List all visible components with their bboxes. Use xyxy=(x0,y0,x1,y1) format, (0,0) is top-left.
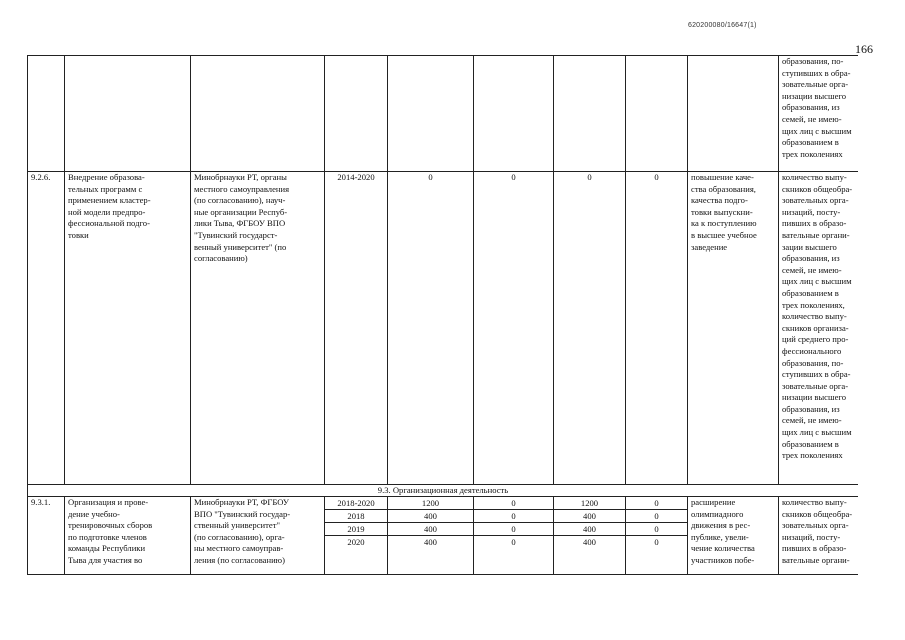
value-2-2019: 0 xyxy=(474,523,553,536)
program-table xyxy=(27,55,858,575)
cell-value-4: 0 xyxy=(626,172,688,485)
value-4-2019: 0 xyxy=(626,523,687,536)
section-title: 9.3. Организационная деятельность xyxy=(28,485,859,497)
period-2019: 2019 xyxy=(325,523,387,536)
cell-value-3 xyxy=(554,56,626,172)
cell-name xyxy=(65,56,191,172)
value-2-total: 0 xyxy=(474,497,553,510)
value-2-2020: 0 xyxy=(511,537,516,547)
cell-result: расширение олимпиадного движения в рес- публике, увели- чение количества участников побе- xyxy=(688,497,779,575)
value-4-2020: 0 xyxy=(654,537,659,547)
cell-value-3-stack xyxy=(554,497,626,575)
value-1-2018: 400 xyxy=(388,510,473,523)
cell-num: 9.3.1. xyxy=(28,497,65,575)
cell-value-2-stack xyxy=(474,497,554,575)
table-row-continuation xyxy=(28,56,859,172)
value-3-2019: 400 xyxy=(554,523,625,536)
document-id: 620200080/16647(1) xyxy=(688,22,757,29)
cell-value-4-stack xyxy=(626,497,688,575)
cell-value-2 xyxy=(474,56,554,172)
cell-period-stack xyxy=(325,497,388,575)
cell-value-2: 0 xyxy=(474,172,554,485)
value-1-2020: 400 xyxy=(424,537,437,547)
table-row-9-3-1 xyxy=(28,497,859,575)
value-3-2018: 400 xyxy=(554,510,625,523)
period-2018: 2018 xyxy=(325,510,387,523)
value-2-2018: 0 xyxy=(474,510,553,523)
cell-executors: Минобрнауки РТ, ФГБОУ ВПО "Тувинский государ- ственный университет" (по согласованию), орга- ны местного самоуправ- ления (по согласованию) xyxy=(191,497,325,575)
page-number: 166 xyxy=(855,42,873,56)
value-1-total: 1200 xyxy=(388,497,473,510)
cell-value-1: 0 xyxy=(388,172,474,485)
value-4-2018: 0 xyxy=(626,510,687,523)
cell-indicator: образования, по- ступивших в обра- зовательные орга- низации высшего образования, из семей, не имею- щих лиц с высшим образованием в трех поколениях xyxy=(779,56,859,172)
cell-period: 2014-2020 xyxy=(325,172,388,485)
cell-executors: Минобрнауки РТ, органы местного самоуправления (по согласованию), науч- ные организации Респуб- лики Тыва, ФГБОУ ВПО "Тувинский государст- венный университет" (по согласованию) xyxy=(191,172,325,485)
table-row-9-2-6 xyxy=(28,172,859,485)
period-2020: 2020 xyxy=(347,537,365,547)
cell-period xyxy=(325,56,388,172)
cell-result xyxy=(688,56,779,172)
cell-executors xyxy=(191,56,325,172)
cell-value-3: 0 xyxy=(554,172,626,485)
value-4-total: 0 xyxy=(626,497,687,510)
cell-result: повышение каче- ства образования, качества подго- товки выпускни- ка к поступлению в высшее учебное заведение xyxy=(688,172,779,485)
period-2018-2020: 2018-2020 xyxy=(325,497,387,510)
section-row-9-3 xyxy=(28,485,859,497)
cell-value-1 xyxy=(388,56,474,172)
cell-name: Внедрение образова- тельных программ с применением кластер- ной модели предпро- фессиональной подго- товки xyxy=(65,172,191,485)
cell-name: Организация и прове- дение учебно- тренировочных сборов по подготовке членов команды Республики Тыва для участия во xyxy=(65,497,191,575)
cell-num: 9.2.6. xyxy=(28,172,65,485)
cell-value-4 xyxy=(626,56,688,172)
value-1-2019: 400 xyxy=(388,523,473,536)
cell-indicator: количество выпу- скников общеобра- зовательных орга- низаций, посту- пивших в образо- вательные органи- зации высшего образования, из семей, не имею- щих лиц с высшим образованием в трех поколениях, количество выпу- скников организа- ций среднего про- фессионального образования, по- ступивших в обра- зовательные орга- низации высшего образования, из семей, не имею- щих лиц с высшим образованием в трех поколениях xyxy=(779,172,859,485)
table-wrapper xyxy=(27,55,858,575)
value-3-2020: 400 xyxy=(583,537,596,547)
value-3-total: 1200 xyxy=(554,497,625,510)
cell-value-1-stack xyxy=(388,497,474,575)
cell-indicator: количество выпу- скников общеобра- зовательных орга- низаций, посту- пивших в образо- вательные органи- xyxy=(779,497,859,575)
cell-num xyxy=(28,56,65,172)
